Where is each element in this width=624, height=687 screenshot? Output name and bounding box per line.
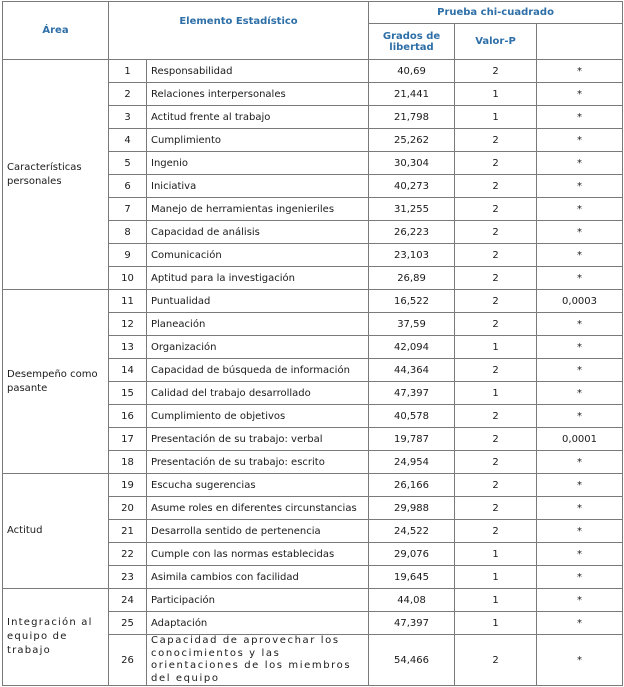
row-chi: 31,255 bbox=[369, 198, 455, 221]
row-chi: 37,59 bbox=[369, 313, 455, 336]
row-elemento: Asimila cambios con facilidad bbox=[147, 566, 369, 589]
row-elemento: Actitud frente al trabajo bbox=[147, 106, 369, 129]
row-elemento: Organización bbox=[147, 336, 369, 359]
row-chi: 29,988 bbox=[369, 497, 455, 520]
row-gl: 1 bbox=[455, 106, 537, 129]
row-number: 18 bbox=[109, 451, 147, 474]
row-p: * bbox=[537, 520, 623, 543]
row-elemento: Asume roles en diferentes circunstancias bbox=[147, 497, 369, 520]
row-number: 11 bbox=[109, 290, 147, 313]
row-chi: 26,166 bbox=[369, 474, 455, 497]
row-number: 21 bbox=[109, 520, 147, 543]
row-gl: 2 bbox=[455, 152, 537, 175]
area-integracion bbox=[3, 589, 109, 686]
row-p: * bbox=[537, 359, 623, 382]
row-chi: 19,787 bbox=[369, 428, 455, 451]
row-gl: 1 bbox=[455, 336, 537, 359]
table-row bbox=[3, 290, 623, 313]
header-valor-p: Valor-P bbox=[455, 24, 537, 60]
row-number: 13 bbox=[109, 336, 147, 359]
area-desempeno: Desempeño como pasante bbox=[3, 290, 109, 474]
row-p: * bbox=[537, 336, 623, 359]
area-actitud: Actitud bbox=[3, 474, 109, 589]
table-row bbox=[3, 60, 623, 83]
row-chi: 44,08 bbox=[369, 589, 455, 612]
row-number: 8 bbox=[109, 221, 147, 244]
row-chi: 24,522 bbox=[369, 520, 455, 543]
row-elemento: Comunicación bbox=[147, 244, 369, 267]
row-elemento: Iniciativa bbox=[147, 175, 369, 198]
row-number: 10 bbox=[109, 267, 147, 290]
row-number: 4 bbox=[109, 129, 147, 152]
row-p: * bbox=[537, 83, 623, 106]
row-elemento: Presentación de su trabajo: escrito bbox=[147, 451, 369, 474]
row-chi: 23,103 bbox=[369, 244, 455, 267]
row-number: 15 bbox=[109, 382, 147, 405]
row-chi: 25,262 bbox=[369, 129, 455, 152]
row-elemento: Capacidad de aprovechar los conocimientos y las orientaciones de los miembros del equipo bbox=[147, 635, 369, 686]
row-gl: 2 bbox=[455, 428, 537, 451]
row-chi: 26,89 bbox=[369, 267, 455, 290]
table-row bbox=[3, 474, 623, 497]
row-p: * bbox=[537, 451, 623, 474]
row-number: 14 bbox=[109, 359, 147, 382]
row-p: * bbox=[537, 313, 623, 336]
row-chi: 29,076 bbox=[369, 543, 455, 566]
row-gl: 1 bbox=[455, 543, 537, 566]
row-number: 9 bbox=[109, 244, 147, 267]
row-gl: 2 bbox=[455, 60, 537, 83]
row-elemento: Participación bbox=[147, 589, 369, 612]
row-chi: 40,578 bbox=[369, 405, 455, 428]
row-number: 5 bbox=[109, 152, 147, 175]
row-elemento: Cumple con las normas establecidas bbox=[147, 543, 369, 566]
row-elemento: Cumplimiento bbox=[147, 129, 369, 152]
row-chi: 30,304 bbox=[369, 152, 455, 175]
row-elemento: Manejo de herramientas ingenieriles bbox=[147, 198, 369, 221]
row-gl: 2 bbox=[455, 290, 537, 313]
row-gl: 1 bbox=[455, 566, 537, 589]
row-p: * bbox=[537, 129, 623, 152]
row-number: 19 bbox=[109, 474, 147, 497]
row-number: 12 bbox=[109, 313, 147, 336]
row-chi: 44,364 bbox=[369, 359, 455, 382]
row-gl: 2 bbox=[455, 198, 537, 221]
row-number: 26 bbox=[109, 635, 147, 686]
row-number: 6 bbox=[109, 175, 147, 198]
row-p: * bbox=[537, 566, 623, 589]
row-chi: 19,645 bbox=[369, 566, 455, 589]
row-elemento: Desarrolla sentido de pertenencia bbox=[147, 520, 369, 543]
row-elemento: Capacidad de búsqueda de información bbox=[147, 359, 369, 382]
table-row bbox=[3, 589, 623, 612]
row-number: 24 bbox=[109, 589, 147, 612]
row-chi: 54,466 bbox=[369, 635, 455, 686]
row-elemento: Presentación de su trabajo: verbal bbox=[147, 428, 369, 451]
row-chi: 24,954 bbox=[369, 451, 455, 474]
row-number: 25 bbox=[109, 612, 147, 635]
row-p: * bbox=[537, 152, 623, 175]
row-chi: 42,094 bbox=[369, 336, 455, 359]
chi-square-table bbox=[2, 1, 623, 686]
row-number: 16 bbox=[109, 405, 147, 428]
row-p: * bbox=[537, 405, 623, 428]
row-elemento: Ingenio bbox=[147, 152, 369, 175]
row-number: 23 bbox=[109, 566, 147, 589]
area-integracion-label: Integración al equipo de trabajo bbox=[7, 617, 93, 656]
row-gl: 2 bbox=[455, 359, 537, 382]
row-p: * bbox=[537, 221, 623, 244]
row-elemento: Calidad del trabajo desarrollado bbox=[147, 382, 369, 405]
row-p: * bbox=[537, 612, 623, 635]
area-caracteristicas: Características personales bbox=[3, 60, 109, 290]
row-elemento: Planeación bbox=[147, 313, 369, 336]
row-gl: 2 bbox=[455, 175, 537, 198]
row-p: * bbox=[537, 106, 623, 129]
row-number: 7 bbox=[109, 198, 147, 221]
row-number: 17 bbox=[109, 428, 147, 451]
row-elemento: Capacidad de análisis bbox=[147, 221, 369, 244]
row-chi: 21,798 bbox=[369, 106, 455, 129]
row-elemento: Cumplimiento de objetivos bbox=[147, 405, 369, 428]
row-elemento: Relaciones interpersonales bbox=[147, 83, 369, 106]
row-p: * bbox=[537, 474, 623, 497]
row-gl: 1 bbox=[455, 589, 537, 612]
row-gl: 2 bbox=[455, 520, 537, 543]
row-p: * bbox=[537, 267, 623, 290]
row-gl: 2 bbox=[455, 451, 537, 474]
row-number: 3 bbox=[109, 106, 147, 129]
row-gl: 2 bbox=[455, 313, 537, 336]
row-elemento: Adaptación bbox=[147, 612, 369, 635]
header-grados: Grados de libertad bbox=[369, 24, 455, 60]
row-chi: 47,397 bbox=[369, 612, 455, 635]
row-gl: 1 bbox=[455, 83, 537, 106]
row-elemento: Responsabilidad bbox=[147, 60, 369, 83]
row-p: * bbox=[537, 244, 623, 267]
row-gl: 1 bbox=[455, 382, 537, 405]
row-p: * bbox=[537, 543, 623, 566]
header-prueba: Prueba chi-cuadrado bbox=[369, 2, 623, 24]
row-p: 0,0003 bbox=[537, 290, 623, 313]
row-chi: 40,273 bbox=[369, 175, 455, 198]
row-gl: 2 bbox=[455, 405, 537, 428]
row-p: * bbox=[537, 635, 623, 686]
row-p: * bbox=[537, 497, 623, 520]
row-gl: 2 bbox=[455, 267, 537, 290]
row-gl: 2 bbox=[455, 635, 537, 686]
row-p: * bbox=[537, 175, 623, 198]
row-number: 1 bbox=[109, 60, 147, 83]
row-gl: 1 bbox=[455, 612, 537, 635]
row-p: * bbox=[537, 60, 623, 83]
row-number: 22 bbox=[109, 543, 147, 566]
row-gl: 2 bbox=[455, 221, 537, 244]
row-gl: 2 bbox=[455, 474, 537, 497]
row-elemento: Puntualidad bbox=[147, 290, 369, 313]
row-chi: 26,223 bbox=[369, 221, 455, 244]
row-gl: 2 bbox=[455, 129, 537, 152]
row-gl: 2 bbox=[455, 244, 537, 267]
row-chi: 21,441 bbox=[369, 83, 455, 106]
row-chi: 40,69 bbox=[369, 60, 455, 83]
header-area: Área bbox=[3, 2, 109, 60]
row-number: 2 bbox=[109, 83, 147, 106]
row-elemento: Escucha sugerencias bbox=[147, 474, 369, 497]
row-elemento: Aptitud para la investigación bbox=[147, 267, 369, 290]
row-number: 20 bbox=[109, 497, 147, 520]
row-gl: 2 bbox=[455, 497, 537, 520]
row-p: 0,0001 bbox=[537, 428, 623, 451]
row-p: * bbox=[537, 589, 623, 612]
header-empty bbox=[537, 24, 623, 60]
row-chi: 16,522 bbox=[369, 290, 455, 313]
row-chi: 47,397 bbox=[369, 382, 455, 405]
row-p: * bbox=[537, 382, 623, 405]
row-p: * bbox=[537, 198, 623, 221]
header-elemento: Elemento Estadístico bbox=[109, 2, 369, 60]
